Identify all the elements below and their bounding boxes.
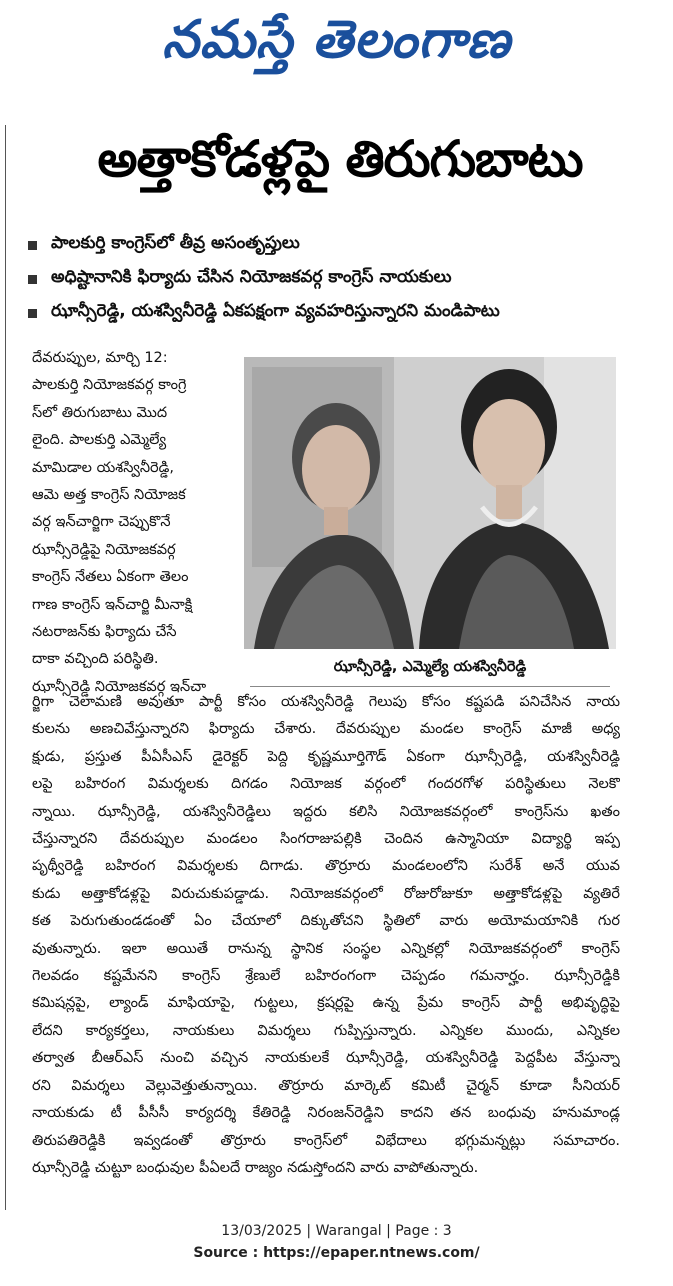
text-line: ఝాన్సీరెడ్డి నియోజకవర్గ ఇన్‌చా <box>32 678 207 695</box>
bullet-item <box>28 296 648 330</box>
text-line: ఝాన్సీరెడ్డిపై నియోజకవర్గ <box>32 541 176 558</box>
bullet-text: పాలకుర్తి కాంగ్రెస్‌లో తీవ్ర అసంతృప్తులు <box>51 233 300 253</box>
text-line: ర్జిగా చెలామణి అవుతూ పార్టీ కోసం యశస్వినీరెడ్డి గెలుపు కోసం కష్టపడి పనిచేసిన నాయ <box>32 694 620 710</box>
square-bullet-icon <box>28 241 37 250</box>
square-bullet-icon <box>28 275 37 284</box>
text-line: కాంగ్రెస్ నేతలు ఏకంగా తెలం <box>32 569 189 586</box>
text-line: కమిషన్లపై, ల్యాండ్ మాఫియాపై, గుట్టలు, క్రషర్లపై ఉన్న ప్రేమ కాంగ్రెస్ పార్టీ అభివృద్ధిపై <box>32 995 620 1012</box>
text-line: మామిడాల యశస్వినీరెడ్డి, <box>32 459 174 476</box>
text-line: కుడు అత్తాకోడళ్లపై విరుచుకుపడ్డాడు. నియోజకవర్గంలో రోజురోజుకూ అత్తాకోడళ్లపై వ్యతిరే <box>32 885 620 902</box>
text-line: స్‌లో తిరుగుబాటు మొద <box>32 404 168 421</box>
text-line: ఆమె అత్త కాంగ్రెస్ నియోజక <box>32 487 186 504</box>
text-line: రని విమర్శలు వెల్లువెత్తుతున్నాయి. తొర్రూరు మార్కెట్ కమిటీ చైర్మన్ కూడా సీనియర్ <box>32 1077 620 1094</box>
text-line: క్షుడు, ప్రస్తుత పీఏసీఎస్ డైరెక్టర్ పెద్ది కృష్ణమూర్తిగౌడ్ ఏకంగా ఝాన్సీరెడ్డి, యశస్వినీరెడ్డి <box>32 748 620 765</box>
masthead <box>0 0 673 92</box>
bullet-item <box>28 262 648 296</box>
article-body <box>32 689 620 1182</box>
text-line: ఝాన్సీరెడ్డి చుట్టూ బంధువుల పీఏలదే రాజ్యం నడుస్తోందని వారు వాపోతున్నారు. <box>32 1159 479 1176</box>
bullet-item <box>28 228 648 262</box>
text-line: నటరాజన్‌కు ఫిర్యాదు చేసే <box>32 624 177 641</box>
text-line: లేదని కార్యకర్తలు, నాయకులు విమర్శలు గుప్పిస్తున్నారు. ఎన్నికల ముందు, ఎన్నికల <box>32 1022 620 1039</box>
newspaper-logo: నమస్తే తెలంగాణ <box>162 9 511 70</box>
news-photo <box>244 357 616 649</box>
headline: అత్తాకోడళ్లపై తిరుగుబాటు <box>97 129 583 188</box>
text-line: గాణ కాంగ్రెస్ ఇన్‌చార్జి మీనాక్షి <box>32 596 193 613</box>
text-line: పాలకుర్తి నియోజకవర్గ కాంగ్రె <box>32 377 187 394</box>
text-line: వర్గ ఇన్‌చార్జిగా చెప్పుకొనే <box>32 514 171 531</box>
intro-column <box>32 345 232 701</box>
footer-source: Source : https://epaper.ntnews.com/ <box>193 1245 480 1261</box>
caption-divider <box>250 686 610 687</box>
text-line: వుతున్నారు. ఇలా అయితే రానున్న స్థానిక సంస్థల ఎన్నికల్లో నియోజకవర్గంలో కాంగ్రెస్ <box>32 940 620 957</box>
bullet-text: అధిష్టానానికి ఫిర్యాదు చేసిన నియోజకవర్గ కాంగ్రెస్ నాయకులు <box>51 267 452 287</box>
bullet-text: ఝాన్సీరెడ్డి, యశస్వినీరెడ్డి ఏకపక్షంగా వ్యవహరిస్తున్నారని మండిపాటు <box>51 301 500 321</box>
text-line: దాకా వచ్చింది పరిస్థితి. <box>32 651 159 668</box>
text-line: పృథ్వీరెడ్డి బహిరంగ విమర్శలకు దిగాడు. తొర్రూరు మండలంలోని సురేశ్ అనే యువ <box>32 858 620 875</box>
text-line: కులను అణచివేస్తున్నారని ఫిర్యాదు చేశారు. దేవరుప్పుల మండల కాంగ్రెస్ మాజీ అధ్య <box>32 721 620 738</box>
text-line: దేవరుప్పుల, మార్చి 12: <box>32 350 168 366</box>
text-line: కత పెరుగుతుండడంతో ఏం చేయాలో దిక్కుతోచని స్థితిలో వారు అయోమయానికి గుర <box>32 913 620 930</box>
text-line: తిరుపతిరెడ్డికి ఇవ్వడంతో తొర్రూరు కాంగ్రెస్‌లో విభేదాలు భగ్గుమన్నట్లు సమాచారం. <box>32 1132 620 1149</box>
text-line: చేస్తున్నారని దేవరుప్పుల మండలం సింగరాజుపల్లికి చెందిన ఉస్మానియా విద్యార్థి ఇప్ప <box>32 831 620 848</box>
text-line: తర్వాత బీఆర్‌ఎస్ నుంచి వచ్చిన నాయకులకే ఝాన్సీరెడ్డి, యశస్వినీరెడ్డి పెద్దపీట వేస్తున్నా <box>32 1050 620 1067</box>
footer-date-edition: 13/03/2025 | Warangal | Page : 3 <box>221 1223 452 1239</box>
column-rule <box>5 125 6 1210</box>
text-line: నాయకుడు టీ పీసీసీ కార్యదర్శి కేతిరెడ్డి నిరంజన్‌రెడ్డిని కాదని తన బంధువు హనుమాండ్ల <box>32 1105 620 1122</box>
text-line: లైంది. పాలకుర్తి ఎమ్మెల్యే <box>32 432 167 449</box>
bullet-list <box>28 228 648 330</box>
photo-caption: ఝాన్సీరెడ్డి, ఎమ్మెల్యే యశస్వినీరెడ్డి <box>333 659 527 675</box>
square-bullet-icon <box>28 309 37 318</box>
two-women-photo <box>244 357 616 649</box>
text-line: లపై బహిరంగ విమర్శలకు దిగడం నియోజక వర్గంలో గందరగోళ పరిస్థితులు నెలకొ <box>32 776 620 793</box>
text-line: గెలవడం కష్టమేనని కాంగ్రెస్ శ్రేణులే బహిరంగంగా చెప్పడం గమనార్హం. ఝాన్సీరెడ్డికి <box>32 968 620 985</box>
text-line: న్నాయి. ఝాన్సీరెడ్డి, యశస్వినీరెడ్డిలు ఇద్దరు కలిసి నియోజకవర్గంలో కాంగ్రెస్‌ను ఖతం <box>32 803 620 820</box>
footer <box>0 1220 673 1264</box>
